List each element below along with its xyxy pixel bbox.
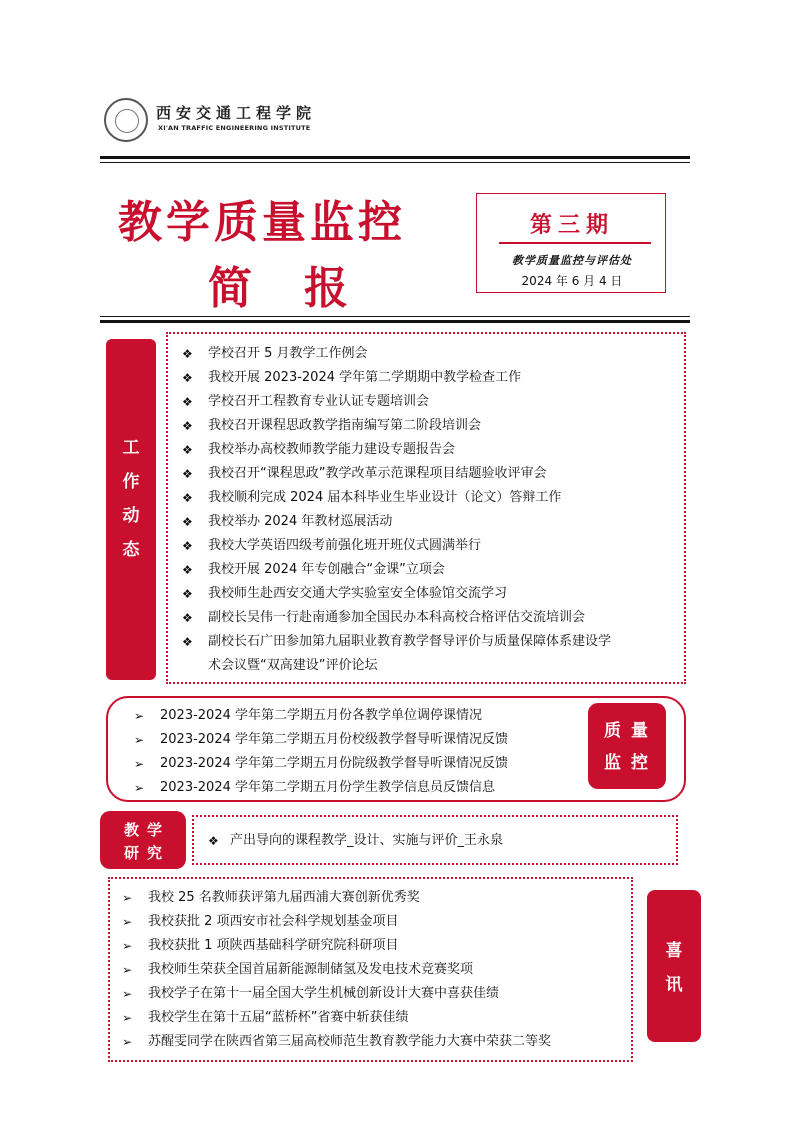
work-dynamics-tab [106,339,156,680]
work-list-item [174,558,611,582]
work-list-item [174,582,611,606]
good-news-box [108,877,633,1062]
bullet-icon: ❖ [182,467,193,481]
work-dynamics-label [106,431,156,567]
bullet-icon: ➢ [134,709,145,723]
news-label-char: 讯 [665,975,683,995]
quality-list-item [108,752,508,776]
bullet-icon: ❖ [182,443,193,457]
bulletin-subtitle: 简报 [208,263,400,314]
news-list-item [110,1006,551,1030]
news-list-item [110,886,551,910]
research-list-item [200,829,503,853]
work-list-item [174,438,611,462]
top-rule-thin [100,162,690,163]
bullet-icon: ❖ [182,515,193,529]
quality-monitoring-list [108,704,508,800]
work-label-char: 工 [122,438,140,458]
item-text: 2023-2024 学年第二学期五月份院级教学督导听课情况反馈 [160,756,508,771]
bullet-icon: ➢ [134,733,145,747]
item-text: 学校召开工程教育专业认证专题培训会 [208,394,430,409]
bullet-icon: ❖ [182,491,193,505]
bullet-icon: ❖ [182,635,193,649]
bullet-icon: ❖ [182,371,193,385]
bullet-icon: ❖ [182,539,193,553]
work-dynamics-list [174,342,611,678]
teaching-research-list [200,829,503,853]
school-seal-icon [104,98,148,142]
item-text: 我校大学英语四级考前强化班开班仪式圆满举行 [208,538,482,553]
item-text: 我校召开课程思政教学指南编写第二阶段培训会 [208,418,482,433]
bullet-icon: ❖ [182,419,193,433]
work-list-item [174,366,611,390]
item-text: 我校召开“课程思政”教学改革示范课程项目结题验收评审会 [208,466,547,481]
teaching-research-tab [100,811,186,869]
bullet-icon: ➢ [122,939,133,953]
quality-monitoring-tab [588,703,666,789]
item-text: 我校举办高校教师教学能力建设专题报告会 [208,442,456,457]
bullet-icon: ❖ [182,611,193,625]
good-news-list [110,886,551,1054]
item-text: 副校长石广田参加第九届职业教育教学督导评价与质量保障体系建设学 [208,634,612,649]
issue-box [476,193,666,293]
school-name-cn: 西安交通工程学院 [156,104,317,122]
item-text: 2023-2024 学年第二学期五月份学生教学信息员反馈信息 [160,780,495,795]
bullet-icon: ➢ [122,891,133,905]
work-label-char: 作 [122,472,140,492]
bullet-icon: ➢ [122,987,133,1001]
work-dynamics-box [166,332,686,684]
issue-date: 2024 年 6 月 4 日 [521,274,623,288]
news-list-item [110,1030,551,1054]
bullet-icon: ➢ [122,1035,133,1049]
bullet-icon: ❖ [182,347,193,361]
issue-number: 第三期 [529,213,614,238]
item-text: 产出导向的课程教学_设计、实施与评价_王永泉 [230,833,504,848]
work-label-char: 态 [122,540,140,560]
bullet-icon: ➢ [122,1011,133,1025]
item-text: 苏醒雯同学在陕西省第三届高校师范生教育教学能力大赛中荣获二等奖 [148,1034,552,1049]
bullet-icon: ❖ [208,834,219,848]
item-text: 我校开展 2023-2024 学年第二学期期中教学检查工作 [208,370,522,385]
item-text: 我校顺利完成 2024 届本科毕业生毕业设计（论文）答辩工作 [208,490,562,505]
research-label-line1: 教学 [123,821,170,839]
work-list-item [174,414,611,438]
quality-label-line2: 监控 [604,753,658,773]
work-list-item [174,534,611,558]
item-text: 学校召开 5 月教学工作例会 [208,346,368,361]
item-text: 我校获批 1 项陕西基础科学研究院科研项目 [148,938,399,953]
news-label-char: 喜 [665,941,683,961]
bullet-icon: ➢ [122,915,133,929]
work-list-item [174,390,611,414]
bullet-icon: ➢ [134,757,145,771]
teaching-research-box [192,815,678,865]
issue-divider [499,242,651,244]
item-text: 我校举办 2024 年教材巡展活动 [208,514,393,529]
item-text: 我校学生在第十五届“蓝桥杯”省赛中斩获佳绩 [148,1010,409,1025]
news-list-item [110,958,551,982]
mid-rule-thick [100,320,690,323]
item-text: 我校开展 2024 年专创融合“金课”立项会 [208,562,445,577]
work-list-item [174,486,611,510]
bullet-icon: ➢ [134,781,145,795]
research-label-line2: 研究 [123,844,170,862]
bullet-icon: ❖ [182,395,193,409]
work-list-item [174,342,611,366]
item-text: 2023-2024 学年第二学期五月份校级教学督导听课情况反馈 [160,732,508,747]
news-list-item [110,982,551,1006]
news-list-item [110,910,551,934]
bullet-icon: ❖ [182,587,193,601]
news-list-item [110,934,551,958]
issuing-office: 教学质量监控与评估处 [512,254,632,267]
item-text: 我校师生赴西安交通大学实验室安全体验馆交流学习 [208,586,508,601]
work-list-item [174,462,611,486]
item-text: 我校师生荣获全国首届新能源制储氢及发电技术竞赛奖项 [148,962,474,977]
item-text: 我校 25 名教师获评第九届西浦大赛创新优秀奖 [148,890,420,905]
good-news-tab [647,890,701,1042]
item-text: 副校长吴伟一行赴南通参加全国民办本科高校合格评估交流培训会 [208,610,586,625]
work-label-char: 动 [122,506,140,526]
work-list-item [174,630,611,654]
item-text: 2023-2024 学年第二学期五月份各教学单位调停课情况 [160,708,482,723]
bullet-icon: ❖ [182,563,193,577]
work-list-item [174,606,611,630]
work-list-item [174,510,611,534]
quality-list-item [108,704,508,728]
bulletin-title: 教学质量监控 [118,197,406,248]
quality-list-item [108,728,508,752]
mid-rule-thin [100,316,690,317]
quality-list-item [108,776,508,800]
item-text: 术会议暨“双高建设”评价论坛 [208,658,378,673]
bullet-icon: ➢ [122,963,133,977]
item-text: 我校获批 2 项西安市社会科学规划基金项目 [148,914,399,929]
quality-label-line1: 质量 [604,721,658,741]
top-rule-thick [100,156,690,159]
item-text: 我校学子在第十一届全国大学生机械创新设计大赛中喜获佳绩 [148,986,500,1001]
work-list-item [174,654,611,678]
school-name-en: XI'AN TRAFFIC ENGINEERING INSTITUTE [158,124,311,132]
good-news-label [647,934,701,1002]
